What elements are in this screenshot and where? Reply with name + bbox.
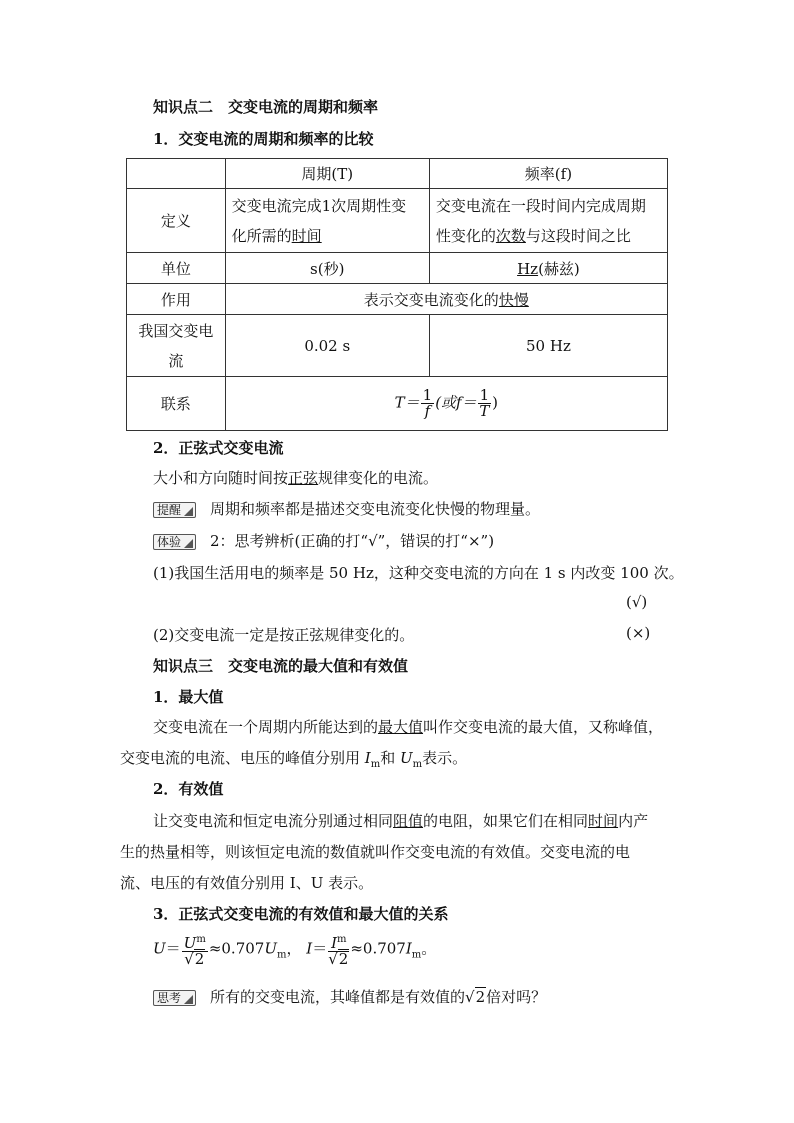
symbol: I xyxy=(364,749,371,767)
frequency-unit xyxy=(429,253,667,284)
table-row-china xyxy=(127,315,668,377)
question-1: (1)我国生活用电的频率是 50 Hz，这种交变电流的方向在 1 s 内改变 100 次。 xyxy=(153,564,684,582)
table-row-unit xyxy=(127,253,668,284)
formula-text: T＝ xyxy=(394,393,420,412)
table-row-relation xyxy=(127,377,668,431)
text: 化所需的 xyxy=(231,226,292,245)
answer-2: (×) xyxy=(626,624,651,642)
table-row-use xyxy=(127,284,668,315)
denominator: √2 xyxy=(184,950,205,968)
frequency-definition xyxy=(429,189,667,253)
max-value-line1 xyxy=(153,716,663,737)
text: 与这段时间之比 xyxy=(525,226,631,245)
text: (赫兹) xyxy=(538,259,580,278)
fraction xyxy=(182,932,208,967)
text: 交变电流在一段时间内完成周期 xyxy=(435,196,646,215)
tip-line xyxy=(153,498,540,519)
denominator: √2 xyxy=(328,950,349,968)
table-header-frequency: 频率(f) xyxy=(429,159,667,189)
underlined-answer: 次数 xyxy=(495,226,526,245)
text: ≈0.707 xyxy=(350,939,406,958)
superscript: m xyxy=(196,934,206,945)
think-text: 所有的交变电流，其峰值都是有效值的 xyxy=(210,988,466,1006)
answer-1: (√) xyxy=(626,593,648,611)
table-row-definition xyxy=(127,189,668,253)
subscript: m xyxy=(411,949,422,961)
tip-text: 周期和频率都是描述交变电流变化快慢的物理量。 xyxy=(210,500,541,518)
section2-sub1: 1．交变电流的周期和频率的比较 xyxy=(153,130,374,148)
text: 我国交变电 xyxy=(138,321,214,340)
text: 性变化的 xyxy=(435,226,496,245)
superscript: m xyxy=(337,934,347,945)
section2-sub2: 2．正弦式交变电流 xyxy=(153,439,284,457)
radicand: 2 xyxy=(338,950,349,968)
numerator: 1 xyxy=(422,386,433,404)
row-label xyxy=(127,315,226,377)
section2-heading: 知识点二 交变电流的周期和频率 xyxy=(153,98,379,116)
formula-text: (或f＝ xyxy=(435,393,477,412)
text: 让交变电流和恒定电流分别通过相同 xyxy=(153,812,394,830)
think-line: 思考 所有的交变电流，其峰值都是有效值的√2倍对吗？ xyxy=(153,986,546,1007)
text: 规律变化的电流。 xyxy=(318,469,439,487)
text: 内产 xyxy=(618,812,649,830)
text: ≈0.707 xyxy=(208,939,265,958)
table-header-period: 周期(T) xyxy=(225,159,429,189)
radicand: 2 xyxy=(475,988,486,1006)
symbol: I xyxy=(331,934,337,952)
text: 表示。 xyxy=(422,749,468,767)
underlined-answer: 快慢 xyxy=(498,290,529,309)
effective-line1 xyxy=(153,810,648,831)
symbol: I xyxy=(405,939,412,958)
underlined-answer: 正弦 xyxy=(288,469,319,487)
text: 流 xyxy=(168,351,184,370)
experience-line xyxy=(153,530,494,551)
experience-tag-icon: 体验 xyxy=(153,534,196,550)
symbol: U xyxy=(153,939,166,958)
section3-heading: 知识点三 交变电流的最大值和有效值 xyxy=(153,657,409,675)
subscript: m xyxy=(412,759,423,770)
period-definition xyxy=(225,189,429,253)
text: 叫作交变电流的最大值，又称峰值， xyxy=(423,718,664,736)
text: 的电阻，如果它们在相同 xyxy=(423,812,589,830)
think-tag-icon: 思考 xyxy=(153,990,196,1006)
fraction xyxy=(421,388,435,419)
row-label: 联系 xyxy=(127,377,226,431)
text: ＝ xyxy=(165,939,181,958)
underlined-answer: Hz xyxy=(517,259,539,278)
fraction xyxy=(328,932,349,967)
symbol: U xyxy=(264,939,277,958)
table-cell xyxy=(127,159,226,189)
tip-tag-icon: 提醒 xyxy=(153,502,196,518)
row-label: 定义 xyxy=(127,189,226,253)
experience-text: 2：思考辨析(正确的打“√”，错误的打“×”) xyxy=(210,532,495,550)
symbol: U xyxy=(183,934,197,952)
row-label: 单位 xyxy=(127,253,226,284)
comparison-table xyxy=(126,158,668,431)
question-2: (2)交变电流一定是按正弦规律变化的。 xyxy=(153,626,415,644)
effective-line2: 生的热量相等，则该恒定电流的数值就叫作交变电流的有效值。交变电流的电 xyxy=(120,843,631,861)
radicand: 2 xyxy=(194,950,205,968)
sine-current-text xyxy=(153,467,438,488)
table-header-row xyxy=(127,159,668,189)
underlined-answer: 时间 xyxy=(588,812,619,830)
symbol: I xyxy=(306,939,313,958)
subscript: m xyxy=(370,759,381,770)
text: ， xyxy=(286,939,302,958)
text: 。 xyxy=(421,939,437,958)
numerator: 1 xyxy=(479,386,490,404)
relation-formula-line xyxy=(153,932,436,967)
underlined-answer: 最大值 xyxy=(378,718,424,736)
text: ＝ xyxy=(312,939,328,958)
section3-sub2: 2．有效值 xyxy=(153,780,224,798)
relation-formula xyxy=(225,377,667,431)
section3-sub3: 3．正弦式交变电流的有效值和最大值的关系 xyxy=(153,905,449,923)
effective-line3: 流、电压的有效值分别用 I、U 表示。 xyxy=(120,874,374,892)
text: 表示交变电流变化的 xyxy=(363,290,499,309)
use-value xyxy=(225,284,667,315)
section3-sub1: 1．最大值 xyxy=(153,688,224,706)
subscript: m xyxy=(276,949,287,961)
symbol: U xyxy=(399,749,413,767)
think-text: 倍对吗？ xyxy=(486,988,547,1006)
text: 交变电流在一个周期内所能达到的 xyxy=(153,718,379,736)
text: 交变电流的电流、电压的峰值分别用 xyxy=(120,749,365,767)
text: 大小和方向随时间按 xyxy=(153,469,289,487)
denominator: f xyxy=(424,402,431,420)
formula-text: ) xyxy=(492,393,498,412)
text: 交变电流完成1次周期性变 xyxy=(231,196,407,215)
underlined-answer: 阻值 xyxy=(393,812,424,830)
text: 和 xyxy=(380,749,400,767)
frequency-value: 50 Hz xyxy=(429,315,667,377)
max-value-line2 xyxy=(120,747,467,770)
fraction xyxy=(478,388,492,419)
period-value: 0.02 s xyxy=(225,315,429,377)
denominator: T xyxy=(479,402,490,420)
period-unit: s(秒) xyxy=(225,253,429,284)
row-label: 作用 xyxy=(127,284,226,315)
underlined-answer: 时间 xyxy=(291,226,322,245)
